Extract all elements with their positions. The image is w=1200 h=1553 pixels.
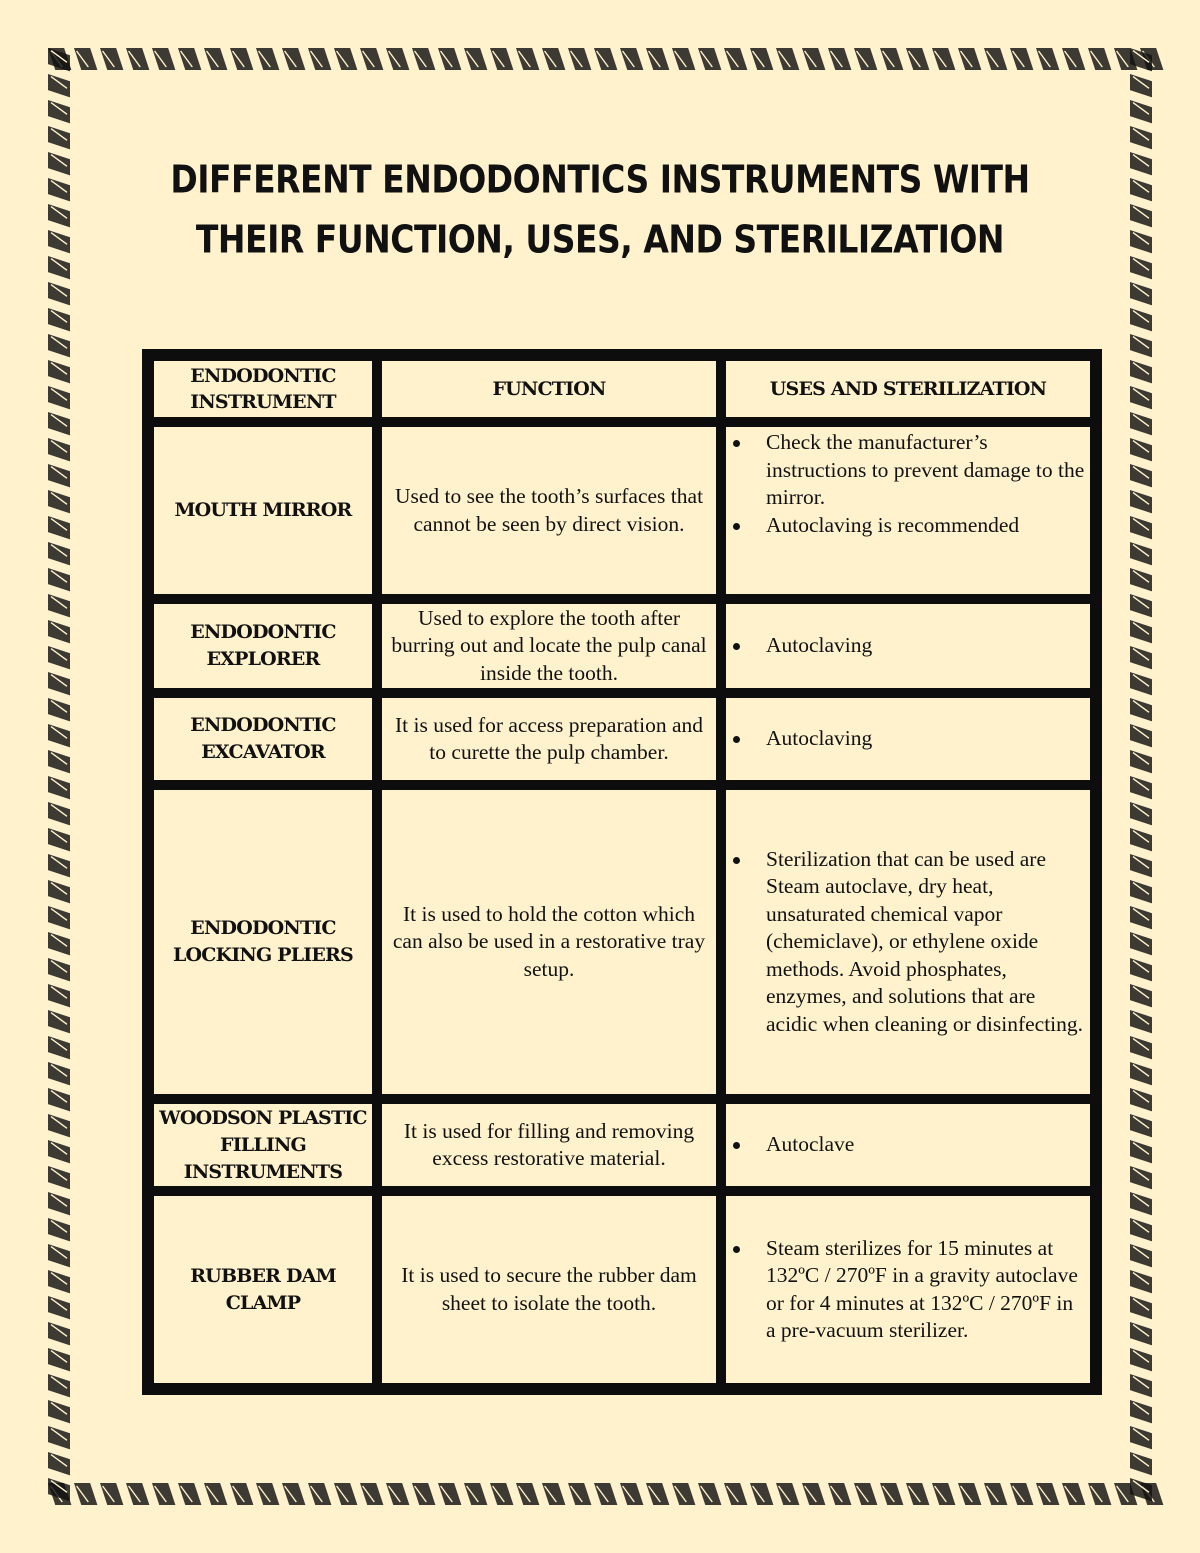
uses-item: Autoclaving: [730, 632, 1086, 660]
instrument-name: RUBBER DAM CLAMP: [149, 1191, 377, 1388]
uses-list: [730, 429, 1086, 539]
instrument-function: Used to see the tooth’s surfaces that cannot be seen by direct vision.: [377, 422, 721, 599]
instrument-uses: [721, 1191, 1095, 1388]
uses-list: [730, 1235, 1086, 1345]
instrument-function: It is used for access preparation and to curette the pulp chamber.: [377, 693, 721, 785]
uses-item: Steam sterilizes for 15 minutes at 132ºC / 270ºF in a gravity autoclave or for 4 minutes at 132ºC / 270ºF in a pre-vacuum sterilizer.: [730, 1235, 1086, 1345]
instrument-name: WOODSON PLASTIC FILLING INSTRUMENTS: [149, 1099, 377, 1191]
instrument-name: ENDODONTIC LOCKING PLIERS: [149, 785, 377, 1099]
uses-list: [730, 1131, 1086, 1159]
instrument-name: ENDODONTIC EXPLORER: [149, 599, 377, 693]
uses-list: [730, 846, 1086, 1039]
table-row: [149, 785, 1095, 1099]
uses-list: [730, 725, 1086, 753]
uses-item: Autoclaving: [730, 725, 1086, 753]
header-uses: USES AND STERILIZATION: [721, 356, 1095, 422]
uses-item: Autoclaving is recommended: [730, 512, 1086, 540]
instrument-uses: [721, 1099, 1095, 1191]
table-row: [149, 693, 1095, 785]
table-row: [149, 1099, 1095, 1191]
instruments-table: [142, 349, 1102, 1395]
table-row: [149, 599, 1095, 693]
instrument-uses: [721, 422, 1095, 599]
table-row: [149, 422, 1095, 599]
instrument-uses: [721, 599, 1095, 693]
instrument-name: ENDODONTIC EXCAVATOR: [149, 693, 377, 785]
instrument-uses: [721, 693, 1095, 785]
uses-list: [730, 632, 1086, 660]
instrument-function: It is used to hold the cotton which can also be used in a restorative tray setup.: [377, 785, 721, 1099]
table-header-row: [149, 356, 1095, 422]
table-row: [149, 1191, 1095, 1388]
uses-item: Sterilization that can be used are Steam autoclave, dry heat, unsaturated chemical vapor (chemiclave), or ethylene oxide methods. Avoid phosphates, enzymes, and solutions that are acidic when cleaning or disinfecting.: [730, 846, 1086, 1039]
instrument-function: It is used to secure the rubber dam sheet to isolate the tooth.: [377, 1191, 721, 1388]
uses-item: Check the manufacturer’s instructions to prevent damage to the mirror.: [730, 429, 1086, 512]
instrument-name: MOUTH MIRROR: [149, 422, 377, 599]
header-instrument: ENDODONTIC INSTRUMENT: [149, 356, 377, 422]
uses-item: Autoclave: [730, 1131, 1086, 1159]
instrument-function: Used to explore the tooth after burring out and locate the pulp canal inside the tooth.: [377, 599, 721, 693]
header-function: FUNCTION: [377, 356, 721, 422]
instrument-function: It is used for filling and removing excess restorative material.: [377, 1099, 721, 1191]
instrument-uses: [721, 785, 1095, 1099]
page-title: DIFFERENT ENDODONTICS INSTRUMENTS WITH THEIR FUNCTION, USES, AND STERILIZATION: [170, 156, 1030, 262]
